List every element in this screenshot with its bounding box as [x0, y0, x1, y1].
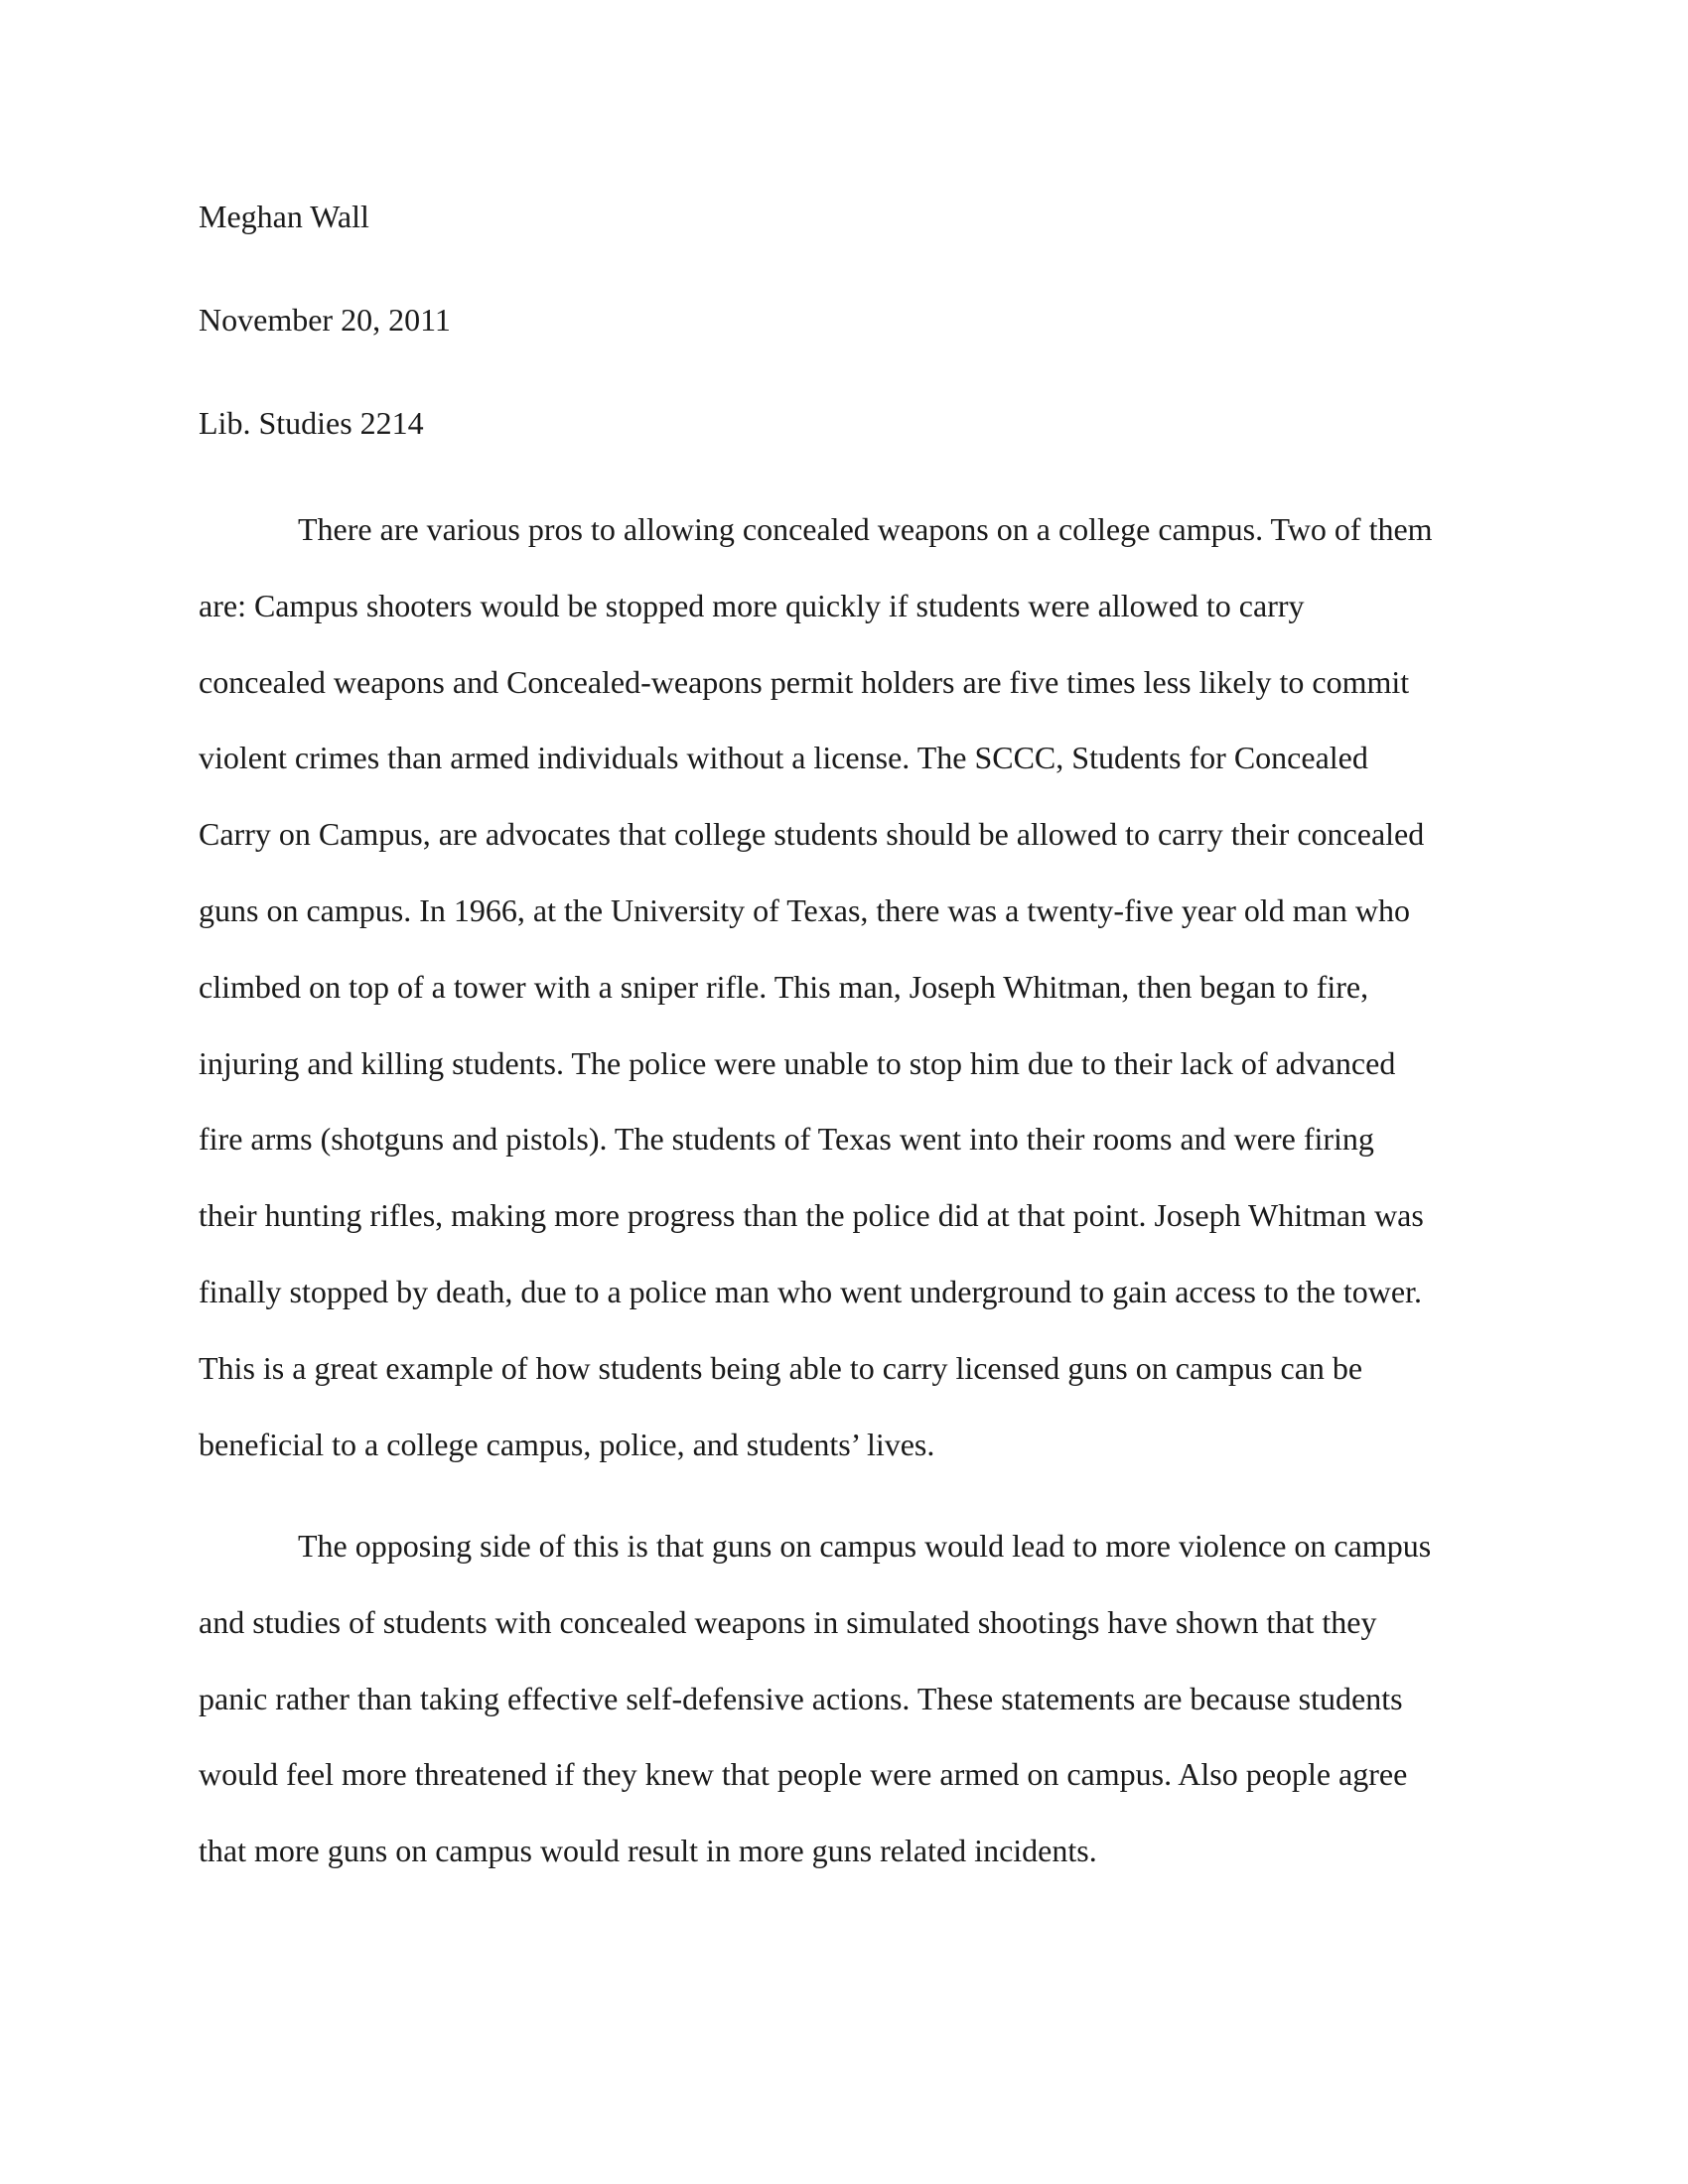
paragraph-line: This is a great example of how students being able to carry licensed guns on campus can be [199, 1349, 1363, 1386]
paragraph-cons [199, 1526, 1489, 1907]
paragraph-line: The opposing side of this is that guns on campus would lead to more violence on campus [298, 1528, 1432, 1564]
paragraph-line: fire arms (shotguns and pistols). The students of Texas went into their rooms and were firing [199, 1121, 1374, 1158]
paragraph-line: that more guns on campus would result in more guns related incidents. [199, 1833, 1097, 1869]
paragraph-line: their hunting rifles, making more progress than the police did at that point. Joseph Whitman was [199, 1197, 1424, 1234]
paragraph-line: concealed weapons and Concealed-weapons permit holders are five times less likely to commit [199, 663, 1410, 700]
paragraph-line: panic rather than taking effective self-defensive actions. These statements are because students [199, 1680, 1403, 1716]
paragraph-line: climbed on top of a tower with a sniper rifle. This man, Joseph Whitman, then began to fire, [199, 968, 1369, 1005]
paragraph-line: violent crimes than armed individuals without a license. The SCCC, Students for Concealed [199, 740, 1368, 776]
author-name: Meghan Wall [199, 199, 369, 234]
paragraph-line: beneficial to a college campus, police, and students’ lives. [199, 1426, 935, 1462]
paragraph-line: guns on campus. In 1966, at the University of Texas, there was a twenty-five year old man who [199, 891, 1410, 928]
paragraph-line: injuring and killing students. The police were unable to stop him due to their lack of advanced [199, 1044, 1396, 1081]
paragraph-pros [199, 509, 1489, 1500]
paragraph-line: finally stopped by death, due to a police man who went underground to gain access to the tower. [199, 1273, 1422, 1309]
paragraph-line: are: Campus shooters would be stopped more quickly if students were allowed to carry [199, 587, 1305, 623]
paragraph-line: Carry on Campus, are advocates that college students should be allowed to carry their concealed [199, 816, 1425, 853]
course-name: Lib. Studies 2214 [199, 405, 424, 441]
paragraph-line: would feel more threatened if they knew that people were armed on campus. Also people agree [199, 1756, 1408, 1793]
paragraph-line: There are various pros to allowing concealed weapons on a college campus. Two of them [298, 511, 1433, 547]
document-date: November 20, 2011 [199, 302, 451, 338]
paragraph-line: and studies of students with concealed weapons in simulated shootings have shown that they [199, 1603, 1377, 1640]
